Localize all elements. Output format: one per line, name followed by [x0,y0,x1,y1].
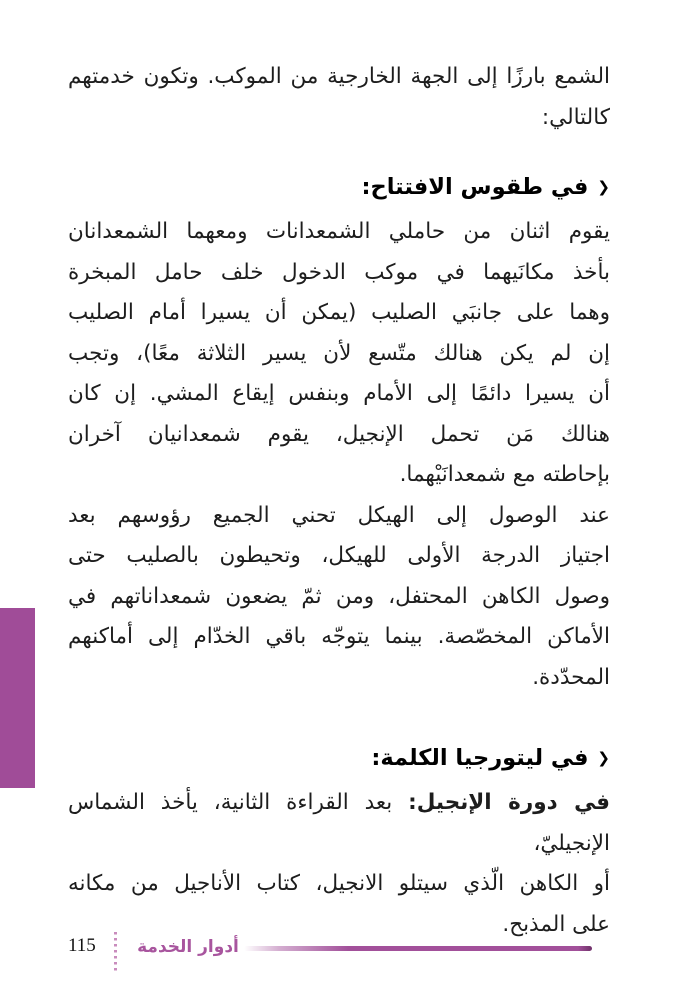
section-marker-icon: ❮ [597,178,610,196]
paragraph-arrival-at-sanctuary [68,496,610,699]
text-line: كالتالي: [541,104,610,130]
page-body-text [68,57,610,945]
text-line: أن يسيرا دائمًا إلى الأمام وبنفس إيقاع المشي. إن كان [68,381,610,406]
text-line: هنالك مَن تحمل الإنجيل، يقوم شمعدانيان آخران [68,421,610,447]
paragraph-lead-label: في دورة الإنجيل: [408,790,610,815]
text-line: أو الكاهن الّذي سيتلو الانجيل، كتاب الأناجيل من مكانه [68,871,610,896]
paragraph-intro [68,57,610,138]
text-line: بإحاطته مع شمعدانَيْهما. [399,462,610,487]
text-line: الأماكن المخصّصة. بينما يتوجّه باقي الخدّام إلى أماكنهم [68,624,610,649]
section-heading-label: في طقوس الافتتاح: [361,174,589,200]
text-line: عند الوصول إلى الهيكل تحني الجميع رؤوسهم بعد [68,502,610,528]
text-line: وصول الكاهن المحتفل، ومن ثمّ يضعون شمعداناتهم في [68,583,610,609]
section-heading-label: في ليتورجيا الكلمة: [371,745,589,771]
chapter-bookmark-tab [0,608,35,788]
paragraph-gospel-procession [68,783,610,945]
paragraph-candle-bearers [68,212,610,496]
footer-dotted-separator [114,932,117,974]
section-marker-icon: ❮ [597,749,610,767]
section-heading-opening-rites [68,167,610,210]
text-line: إن لم يكن هنالك متّسع لأن يسير الثلاثة معًا)، وتجب [68,340,610,366]
text-line: وهما على جانبَي الصليب (يمكن أن يسيرا أمام الصليب [68,300,610,325]
text-line: اجتياز الدرجة الأولى للهيكل، وتحيطون بالصليب حتى [68,543,610,568]
text-line: يقوم اثنان من حاملي الشمعدانات ومعهما الشمعدانان [68,219,610,244]
text-line: على المذبح. [502,911,610,937]
page-number: 115 [68,935,96,956]
section-heading-liturgy-of-word [68,738,610,781]
text-line: المحدّدة. [532,664,610,690]
text-line-rest: بعد القراءة الثانية، يأخذ الشماس الإنجيليّ، [68,790,610,856]
running-title-label: أدوار الخدمة [137,937,239,957]
footer-gradient-rule [244,946,592,951]
text-line: الشمع بارزًا إلى الجهة الخارجية من الموكب. وتكون خدمتهم [68,64,610,89]
text-line [68,783,610,864]
page-footer [0,928,679,984]
text-line: بأخذ مكانَيهما في موكب الدخول خلف حامل المبخرة [68,259,610,285]
